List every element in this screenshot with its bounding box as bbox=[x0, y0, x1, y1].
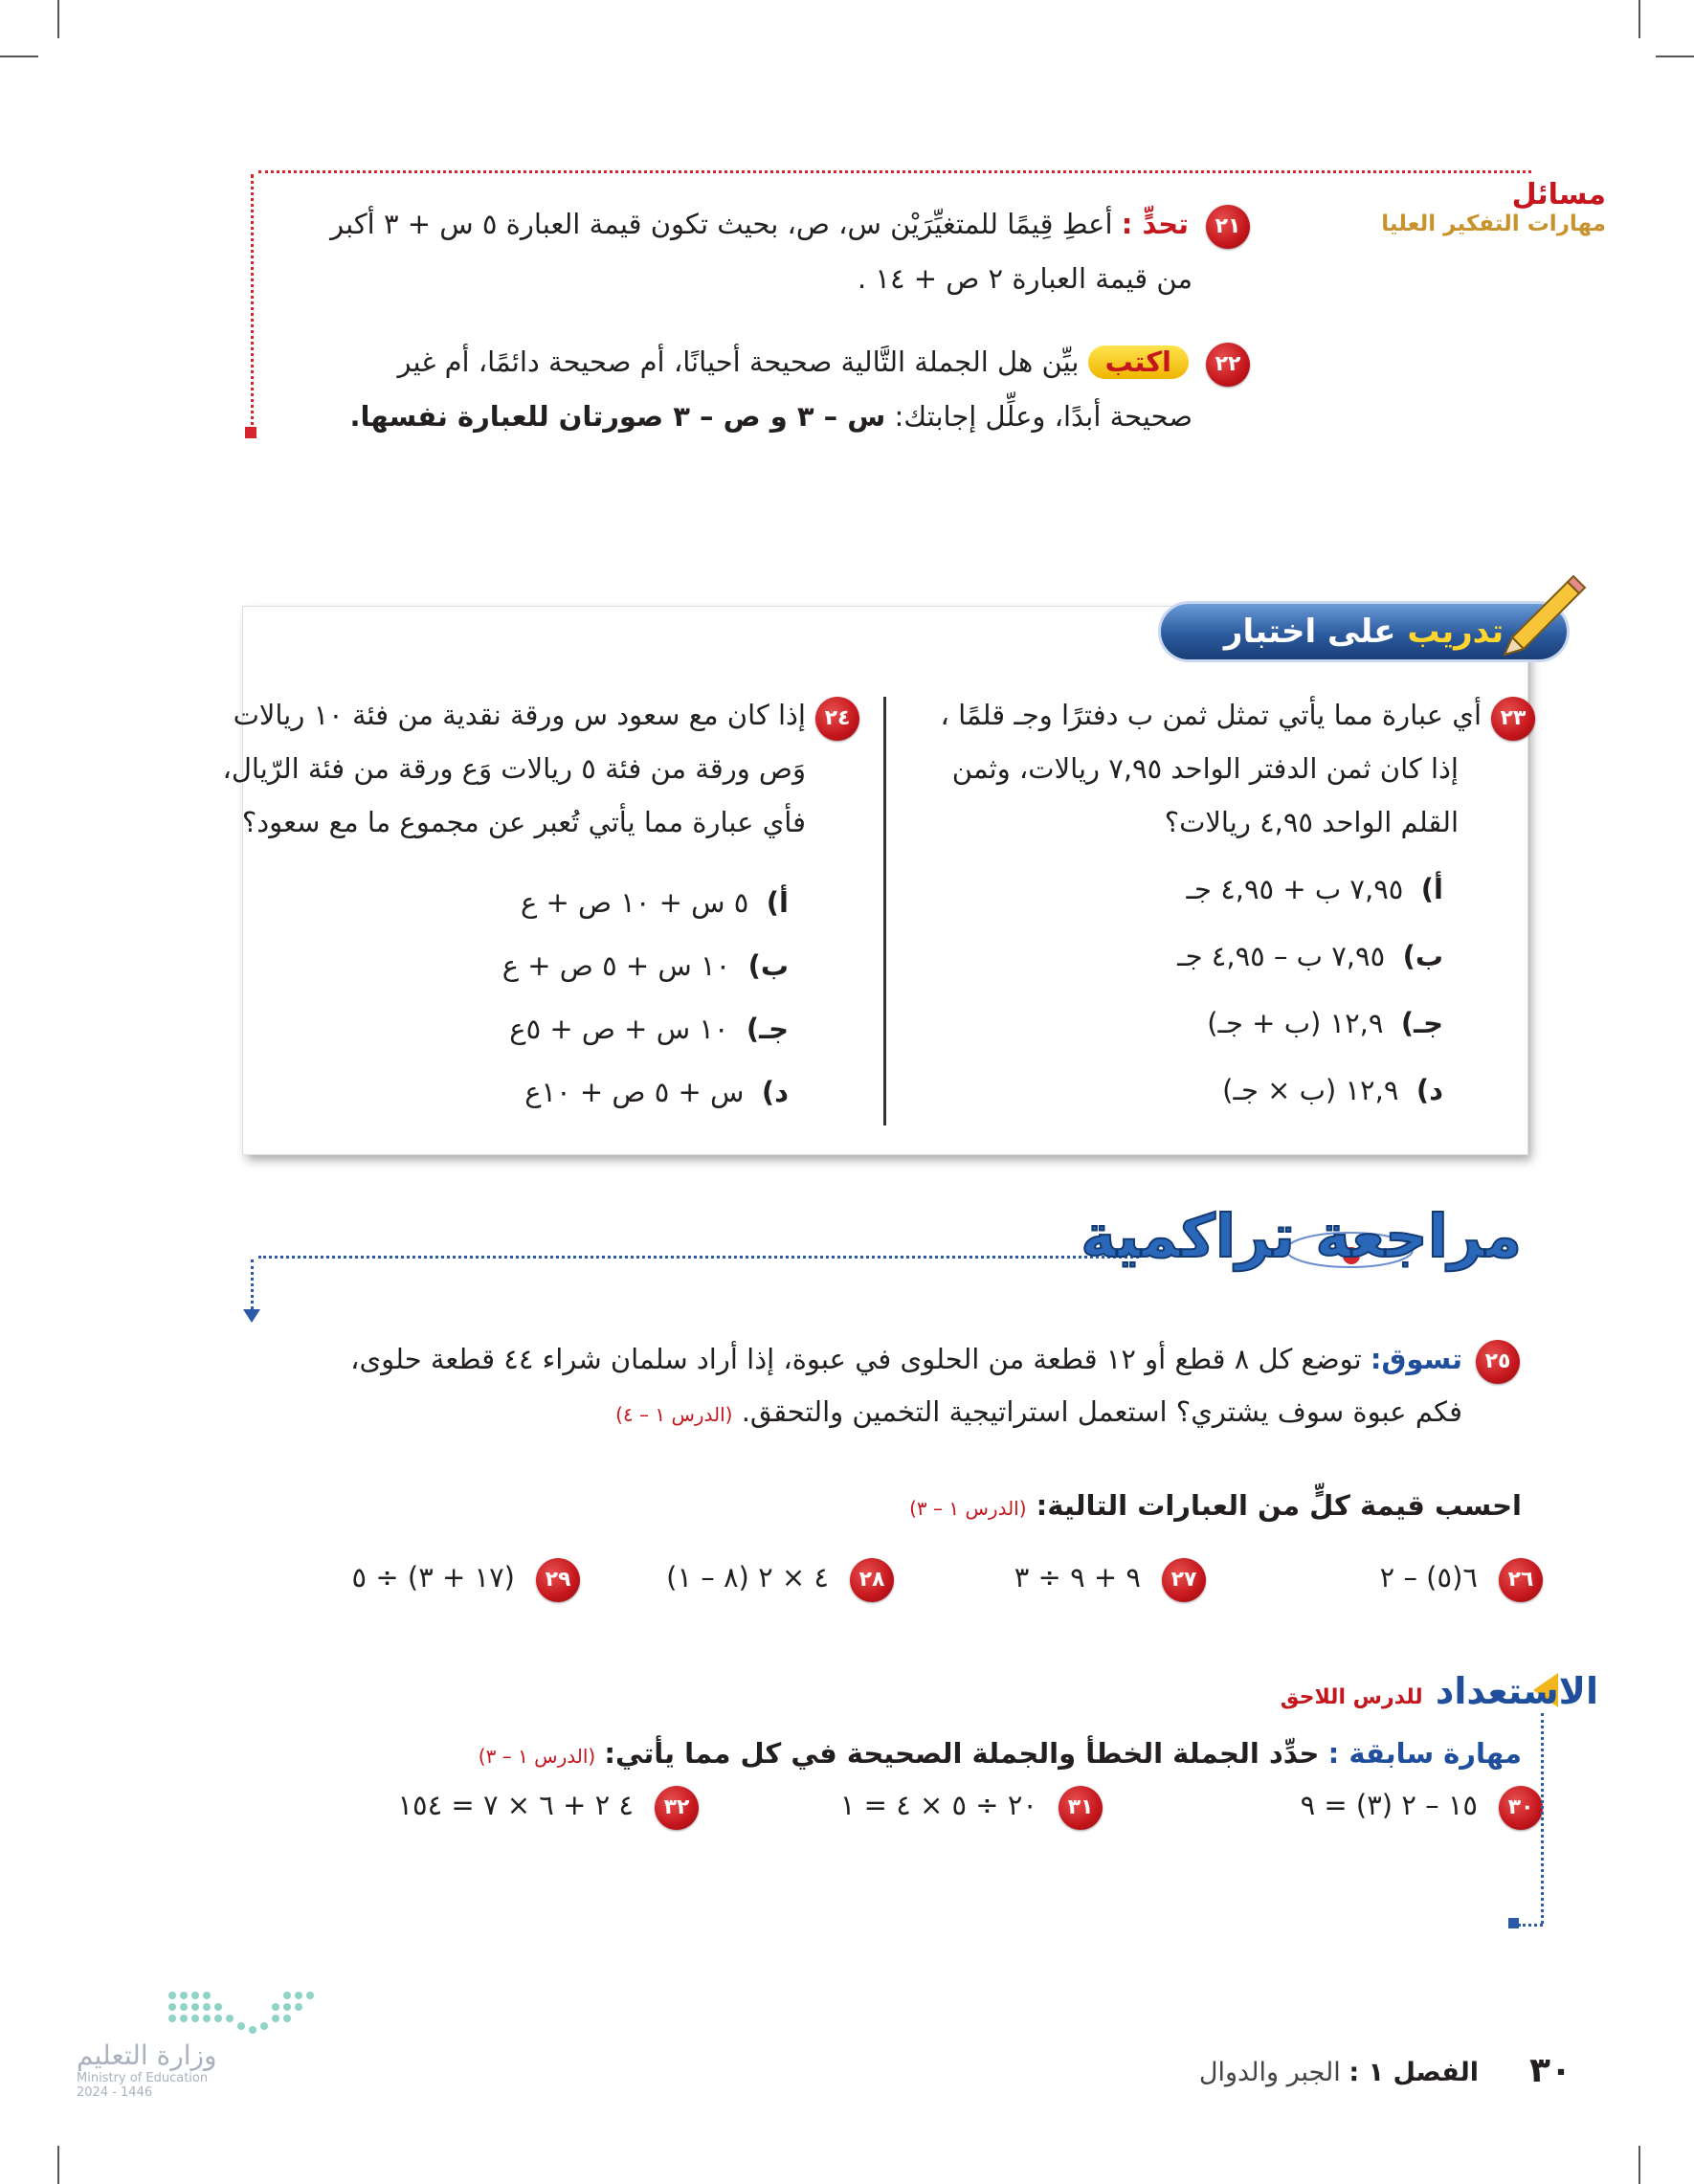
ministry-name-arabic: وزارة التعليم bbox=[77, 2039, 217, 2071]
exercise-number-badge: ٣١ bbox=[1059, 1786, 1103, 1830]
problems-label bbox=[1381, 178, 1606, 236]
preparation-frame-corner bbox=[1508, 1918, 1519, 1928]
exercise-32-expr: ٤ ٢ + ٦ × ٧ = ١٥٤ bbox=[397, 1789, 634, 1821]
question-22-line1 bbox=[397, 345, 1189, 379]
crop-mark bbox=[57, 0, 59, 38]
exercise-number-badge: ٢٩ bbox=[536, 1558, 580, 1602]
q24-option-b: ب) ١٠ س + ٥ ص + ع bbox=[502, 949, 789, 982]
review-frame-left bbox=[251, 1259, 254, 1309]
exercise-31-expr: ٢٠ ÷ ٥ × ٤ = ١ bbox=[839, 1789, 1037, 1821]
question-24-line3: فأي عبارة مما يأتي تُعبر عن مجموع ما مع سعود؟ bbox=[241, 806, 806, 838]
question-24-line2: وَص ورقة من فئة ٥ ريالات وَع ورقة من فئة الرّيال، bbox=[222, 752, 806, 785]
problems-title: مسائل bbox=[1511, 178, 1606, 212]
review-instruction: احسب قيمة كلٍّ من العبارات التالية: (الدرس ١ – ٣) bbox=[909, 1489, 1522, 1522]
crop-mark bbox=[1656, 56, 1694, 57]
q23-option-d: د) ١٢,٩ (ب × جـ) bbox=[1222, 1074, 1443, 1106]
question-21-text: أعطِ قِيمًا للمتغيِّرَيْن س، ص، بحيث تكون قيمة العبارة ٥ س + ٣ أكبر bbox=[330, 208, 1113, 240]
banner-word-test: على اختبار bbox=[1223, 613, 1396, 651]
crop-mark bbox=[0, 56, 38, 57]
q24-option-c: جـ) ١٠ س + ص + ٥ع bbox=[509, 1013, 789, 1045]
exercise-number-badge: ٢٦ bbox=[1499, 1558, 1543, 1602]
question-21-line1 bbox=[330, 208, 1189, 241]
question-24-line1: إذا كان مع سعود س ورقة نقدية من فئة ١٠ ريالات bbox=[233, 699, 806, 731]
question-21-keyword: تحدٍّ : bbox=[1121, 208, 1189, 240]
exercise-30-expr: ١٥ – ٢ (٣) = ٩ bbox=[1300, 1789, 1478, 1821]
cumulative-review-title: مراجعة تراكمية bbox=[1081, 1201, 1522, 1271]
preparation-frame-bottom bbox=[1518, 1924, 1543, 1927]
prior-skill-keyword: مهارة سابقة : bbox=[1327, 1737, 1522, 1770]
question-25-keyword: تسوق: bbox=[1370, 1343, 1462, 1375]
question-22-line2: صحيحة أبدًا، وعلِّل إجابتك: س – ٣ و ص – ٣ صورتان للعبارة نفسها. bbox=[349, 400, 1192, 433]
ministry-logo-icon bbox=[163, 1986, 402, 2039]
question-23-line1: أي عبارة مما يأتي تمثل ثمن ب دفترًا وجـ قلمًا ، bbox=[940, 699, 1482, 731]
crop-mark bbox=[57, 2146, 59, 2184]
ministry-logo bbox=[77, 1986, 325, 2100]
problems-frame-left bbox=[251, 174, 254, 433]
q23-option-b: ب) ٧,٩٥ ب – ٤,٩٥ جـ bbox=[1177, 940, 1443, 972]
chapter-label: الفصل ١ : الجبر والدوال bbox=[1198, 2058, 1479, 2087]
preparation-frame-right bbox=[1541, 1713, 1544, 1924]
exercise-number-badge: ٢٧ bbox=[1162, 1558, 1206, 1602]
question-number-badge: ٢٥ bbox=[1476, 1340, 1520, 1384]
page-number: ٣٠ bbox=[1529, 2051, 1571, 2090]
question-number-badge: ٢٢ bbox=[1206, 343, 1250, 387]
ministry-name-english: Ministry of Education bbox=[77, 2071, 209, 2085]
question-25-line1: تسوق: توضع كل ٨ قطع أو ١٢ قطعة من الحلوى في عبوة، إذا أراد سلمان شراء ٤٤ قطعة حلوى، bbox=[350, 1343, 1462, 1375]
banner-word-practice: تدريب bbox=[1407, 613, 1505, 651]
preparation-instruction: مهارة سابقة : حدِّد الجملة الخطأ والجملة الصحيحة في كل مما يأتي: (الدرس ١ – ٣) bbox=[478, 1737, 1522, 1770]
lesson-reference: (الدرس ١ – ٤) bbox=[615, 1403, 733, 1426]
q23-option-a: أ) ٧,٩٥ ب + ٤,٩٥ جـ bbox=[1186, 873, 1443, 905]
q24-option-a: أ) ٥ س + ١٠ ص + ع bbox=[520, 886, 789, 919]
lesson-reference: (الدرس ١ – ٣) bbox=[478, 1745, 596, 1768]
question-21-line2: من قيمة العبارة ٢ ص + ١٤ . bbox=[857, 262, 1192, 295]
exercise-29-expr: (١٧ + ٣) ÷ ٥ bbox=[351, 1561, 515, 1593]
preparation-subtitle: للدرس اللاحق bbox=[1280, 1685, 1423, 1709]
crop-mark bbox=[1638, 2146, 1640, 2184]
pencil-icon bbox=[1501, 570, 1587, 657]
test-column-divider bbox=[883, 697, 886, 1125]
question-number-badge: ٢٤ bbox=[815, 697, 859, 741]
q23-option-c: جـ) ١٢,٩ (ب + جـ) bbox=[1207, 1007, 1443, 1039]
question-number-badge: ٢٣ bbox=[1491, 697, 1535, 741]
exercise-28-expr: ٤ × ٢ (٨ – ١) bbox=[666, 1561, 829, 1593]
crop-mark bbox=[1638, 0, 1640, 38]
problems-subtitle: مهارات التفكير العليا bbox=[1381, 212, 1606, 236]
question-25-line2: فكم عبوة سوف يشتري؟ استعمل استراتيجية التخمين والتحقق. (الدرس ١ – ٤) bbox=[615, 1395, 1462, 1428]
exercise-26-expr: ٦(٥) – ٢ bbox=[1379, 1561, 1478, 1593]
ministry-year: 2024 - 1446 bbox=[77, 2085, 153, 2100]
q24-option-d: د) س + ٥ ص + ١٠ع bbox=[524, 1076, 789, 1108]
exercise-number-badge: ٣٠ bbox=[1499, 1786, 1543, 1830]
lesson-reference: (الدرس ١ – ٣) bbox=[909, 1497, 1027, 1520]
problems-frame-corner bbox=[245, 427, 256, 438]
problems-frame-top bbox=[258, 170, 1531, 173]
question-number-badge: ٢١ bbox=[1206, 205, 1250, 249]
review-frame-arrow bbox=[243, 1309, 260, 1323]
exercise-27-expr: ٩ + ٩ ÷ ٣ bbox=[1014, 1561, 1141, 1593]
exercise-number-badge: ٣٢ bbox=[655, 1786, 699, 1830]
preparation-title: الاستعداد للدرس اللاحق bbox=[1280, 1670, 1598, 1712]
review-frame-top bbox=[258, 1256, 1139, 1259]
write-keyword-pill: اكتب bbox=[1088, 345, 1189, 379]
question-23-line2: إذا كان ثمن الدفتر الواحد ٧,٩٥ ريالات، وثمن bbox=[951, 752, 1459, 785]
question-22-text: بيِّن هل الجملة التَّالية صحيحة أحيانًا، أم صحيحة دائمًا، أم غير bbox=[397, 345, 1080, 378]
exercise-number-badge: ٢٨ bbox=[850, 1558, 894, 1602]
question-23-line3: القلم الواحد ٤,٩٥ ريالات؟ bbox=[1164, 806, 1459, 838]
